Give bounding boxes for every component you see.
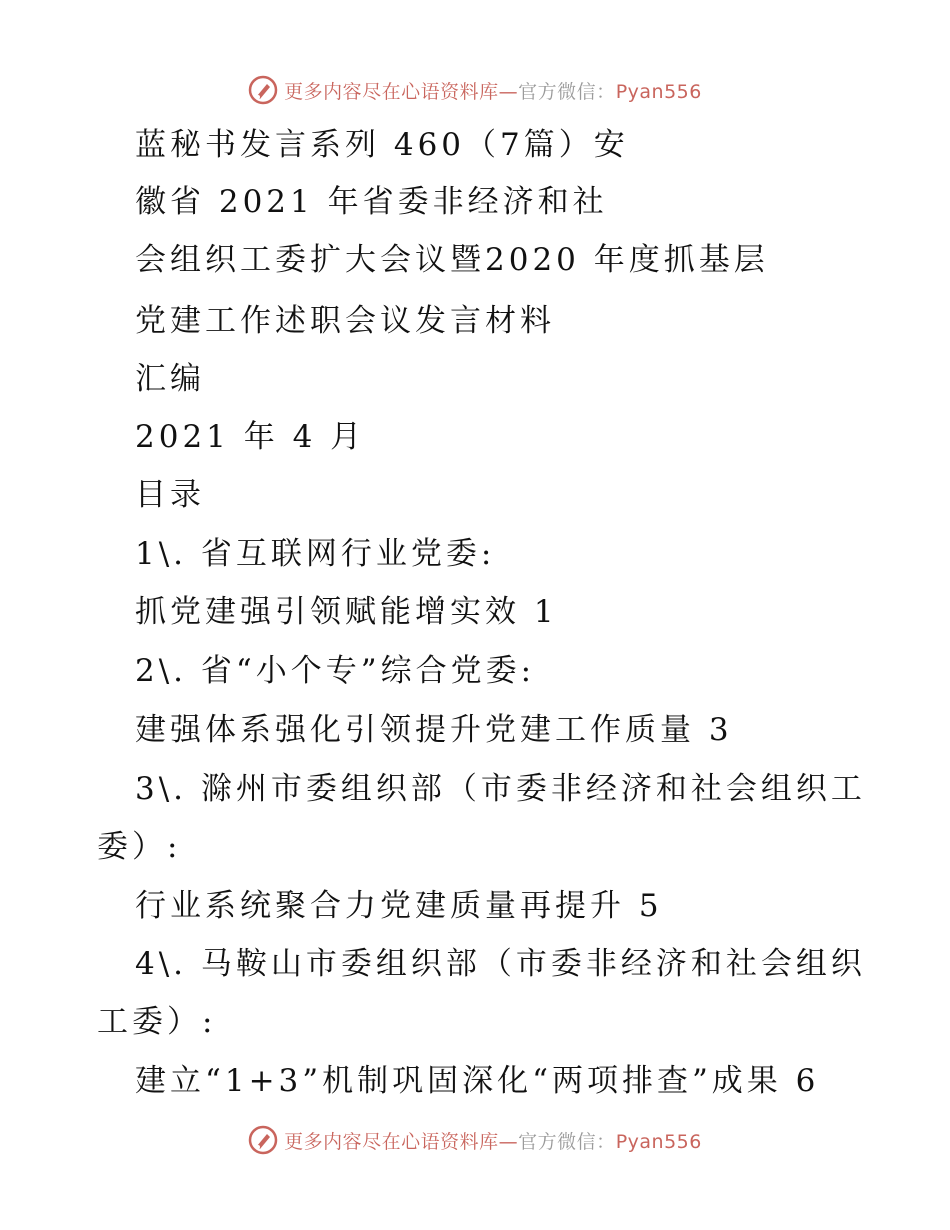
toc-entry-1-heading: 1\. 省互联网行业党委:	[135, 536, 496, 572]
watermark-handle: Pyan556	[615, 80, 702, 103]
toc-entry-3-heading: 3\. 滁州市委组织部（市委非经济和社会组织工	[135, 771, 866, 807]
toc-entry-4-heading-cont: 工委）:	[97, 1004, 217, 1040]
toc-entry-3-title: 行业系统聚合力党建质量再提升 5	[135, 888, 663, 924]
toc-entry-2-title: 建强体系强化引领提升党建工作质量 3	[135, 712, 733, 748]
toc-entry-4-title: 建立“1+3”机制巩固深化“两项排查”成果 6	[135, 1063, 820, 1099]
pen-nib-logo-icon	[248, 75, 278, 105]
footer-watermark	[0, 1120, 950, 1160]
watermark-handle: Pyan556	[615, 1130, 702, 1153]
title-line-1: 蓝秘书发言系列 460（7篇）安	[135, 127, 629, 163]
document-date: 2021 年 4 月	[135, 419, 366, 455]
title-line-3: 会组织工委扩大会议暨2020 年度抓基层	[135, 242, 769, 278]
title-line-5: 汇编	[135, 361, 205, 397]
watermark-slogan: 更多内容尽在心语资料库—	[284, 80, 519, 103]
toc-heading: 目录	[135, 477, 205, 513]
watermark-text	[284, 1127, 702, 1154]
watermark-text	[284, 77, 702, 104]
toc-entry-2-heading: 2\. 省“小个专”综合党委:	[135, 653, 536, 689]
watermark-wechat-label: 官方微信：	[518, 1130, 616, 1153]
watermark-slogan: 更多内容尽在心语资料库—	[284, 1130, 519, 1153]
watermark-wechat-label: 官方微信：	[518, 80, 616, 103]
toc-entry-1-title: 抓党建强引领赋能增实效 1	[135, 594, 558, 630]
title-line-2: 徽省 2021 年省委非经济和社	[135, 184, 608, 220]
pen-nib-logo-icon	[248, 1125, 278, 1155]
header-watermark	[0, 70, 950, 110]
toc-entry-3-heading-cont: 委）:	[97, 829, 182, 865]
title-line-4: 党建工作述职会议发言材料	[135, 303, 555, 339]
toc-entry-4-heading: 4\. 马鞍山市委组织部（市委非经济和社会组织	[135, 946, 866, 982]
